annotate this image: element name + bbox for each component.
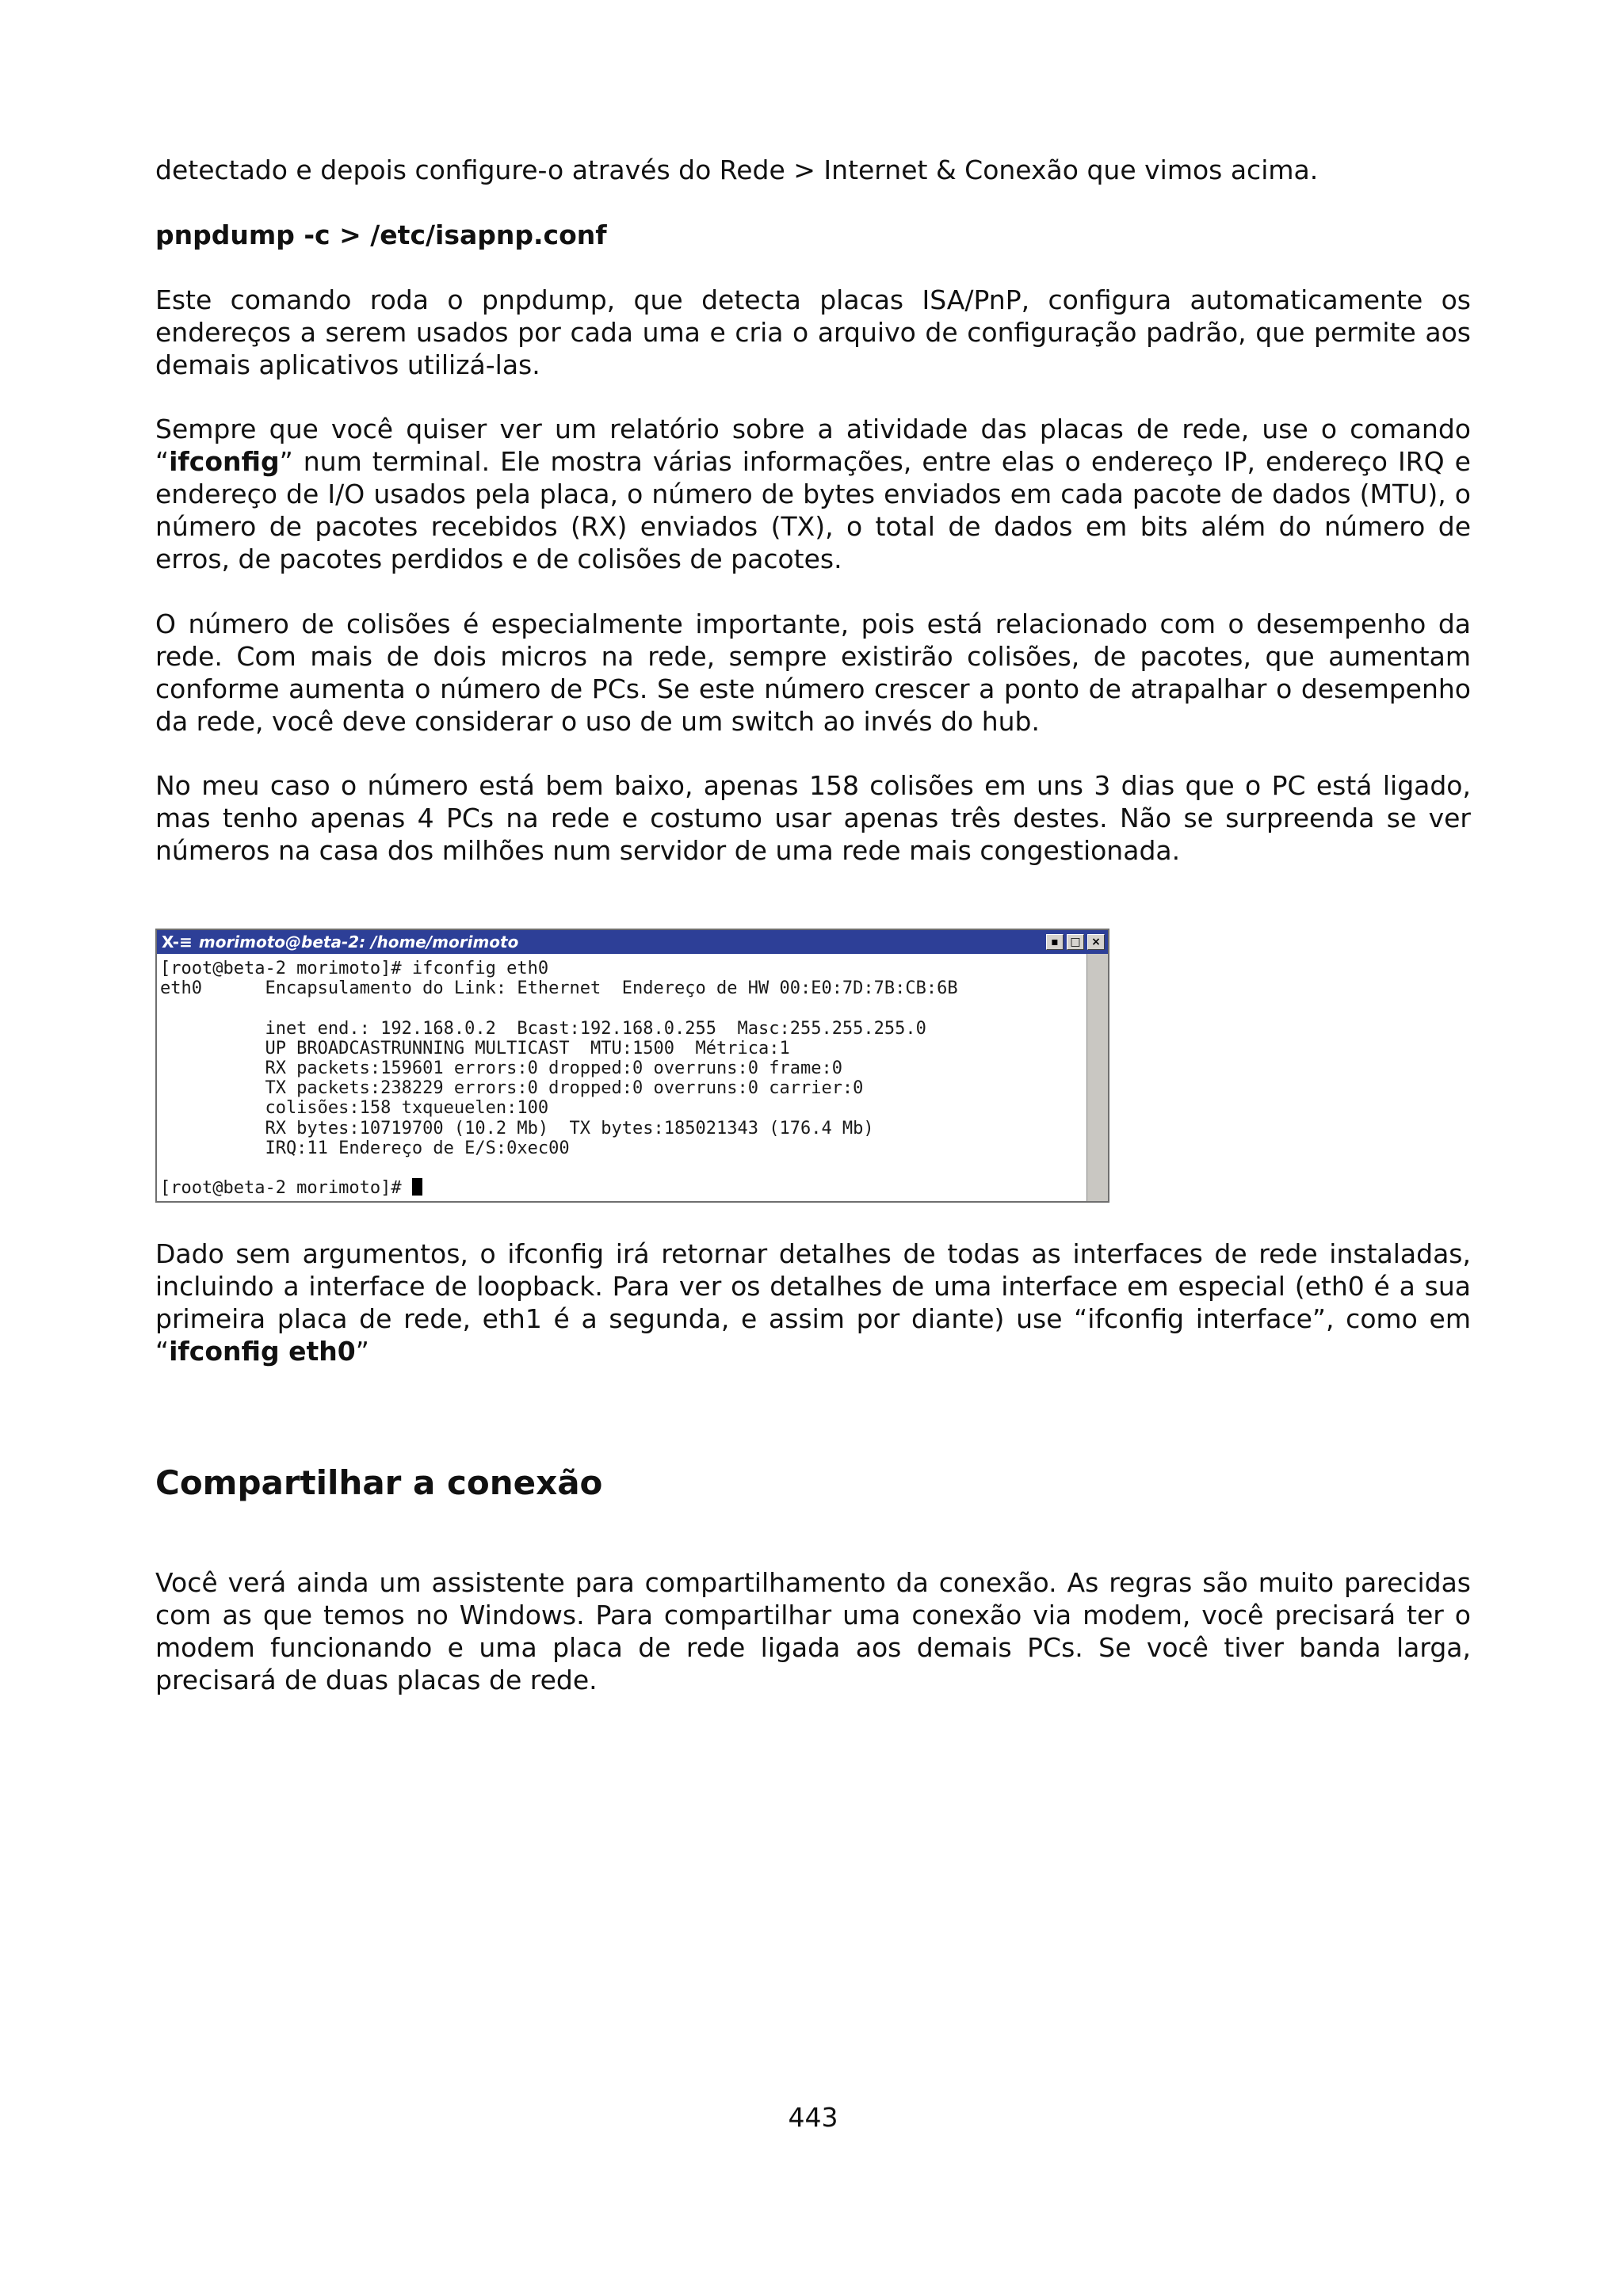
paragraph-sharing: Você verá ainda um assistente para compartilhamento da conexão. As regras são muito parecidas com as que temos no Windows. Para compartilhar uma conexão via modem, você precisará ter o modem funcionando e uma placa de rede ligada aos demais PCs. Se você tiver banda larga, precisará de duas placas de rede.: [155, 1567, 1471, 1695]
command-pnpdump: pnpdump -c > /etc/isapnp.conf: [155, 219, 607, 250]
minimize-icon[interactable]: ▪: [1046, 934, 1064, 950]
terminal-cursor: [412, 1178, 422, 1196]
paragraph-no-arguments: [155, 1238, 1471, 1367]
terminal-line: [root@beta-2 morimoto]# ifconfig eth0: [160, 959, 549, 978]
terminal-line: eth0 Encapsulamento do Link: Ethernet Endereço de HW 00:E0:7D:7B:CB:6B: [160, 978, 958, 999]
paragraph-pnpdump: Este comando roda o pnpdump, que detecta placas ISA/PnP, configura automaticamente os endereços a serem usados por cada uma e cria o arquivo de configuração padrão, que permite aos demais aplicativos utilizá-las.: [155, 284, 1471, 380]
ifconfig-eth0-bold: ifconfig eth0: [169, 1336, 356, 1367]
terminal-line: RX bytes:10719700 (10.2 Mb) TX bytes:185021343 (176.4 Mb): [160, 1118, 874, 1138]
terminal-body[interactable]: [157, 954, 1108, 1201]
terminal-line: [root@beta-2 morimoto]#: [160, 1178, 412, 1199]
terminal-line: TX packets:238229 errors:0 dropped:0 overruns:0 carrier:0: [160, 1078, 864, 1099]
page-number: 443: [788, 2102, 838, 2133]
terminal-output: [160, 959, 1084, 1198]
terminal-title: morimoto@beta-2: /home/morimoto: [198, 933, 519, 952]
ifconfig-bold: ifconfig: [169, 446, 280, 477]
window-buttons: [1046, 934, 1105, 950]
maximize-icon[interactable]: □: [1067, 934, 1084, 950]
terminal-line: RX packets:159601 errors:0 dropped:0 overruns:0 frame:0: [160, 1058, 842, 1079]
section-heading: Compartilhar a conexão: [155, 1463, 603, 1502]
terminal-screenshot: [155, 929, 1109, 1203]
terminal-line: IRQ:11 Endereço de E/S:0xec00: [160, 1138, 570, 1158]
paragraph-no-arguments-part2: ”: [355, 1336, 369, 1367]
paragraph-collisions: O número de colisões é especialmente importante, pois está relacionado com o desempenho da rede. Com mais de dois micros na rede, sempre existirão colisões, de pacotes, que aumentam conforme aumenta o número de PCs. Se este número crescer a ponto de atrapalhar o desempenho da rede, você deve considerar o uso de um switch ao invés do hub.: [155, 608, 1471, 737]
terminal-line: colisões:158 txqueuelen:100: [160, 1098, 549, 1119]
paragraph-ifconfig: [155, 413, 1471, 575]
paragraph-ifconfig-part2: ” num terminal. Ele mostra várias informações, entre elas o endereço IP, endereço IRQ e endereço de I/O usados pela placa, o número de bytes enviados em cada pacote de dados (MTU), o número de pacotes recebidos (RX) enviados (TX), o total de dados em bits além do número de erros, de pacotes perdidos e de colisões de pacotes.: [155, 446, 1471, 574]
terminal-line: inet end.: 192.168.0.2 Bcast:192.168.0.255 Masc:255.255.255.0: [160, 1018, 926, 1039]
terminal-line: UP BROADCASTRUNNING MULTICAST MTU:1500 Métrica:1: [160, 1038, 790, 1058]
x-logo-icon: X-≡: [162, 933, 193, 952]
paragraph-intro: detectado e depois configure-o através do Rede > Internet & Conexão que vimos acima.: [155, 154, 1319, 185]
close-icon[interactable]: ×: [1087, 934, 1105, 950]
terminal-scrollbar[interactable]: [1086, 954, 1108, 1201]
terminal-titlebar: [157, 930, 1108, 954]
paragraph-my-case: No meu caso o número está bem baixo, apenas 158 colisões em uns 3 dias que o PC está ligado, mas tenho apenas 4 PCs na rede e costumo usar apenas três destes. Não se surpreenda se ver números na casa dos milhões num servidor de uma rede mais congestionada.: [155, 770, 1471, 866]
paragraph-ifconfig-part1: Sempre que você quiser ver um relatório sobre a atividade das placas de rede, use o comando “: [155, 414, 1471, 477]
paragraph-no-arguments-part1: Dado sem argumentos, o ifconfig irá retornar detalhes de todas as interfaces de rede instaladas, incluindo a interface de loopback. Para ver os detalhes de uma interface em especial (eth0 é a sua primeira placa de rede, eth1 é a segunda, e assim por diante) use “ifconfig interface”, como em “: [155, 1238, 1471, 1367]
